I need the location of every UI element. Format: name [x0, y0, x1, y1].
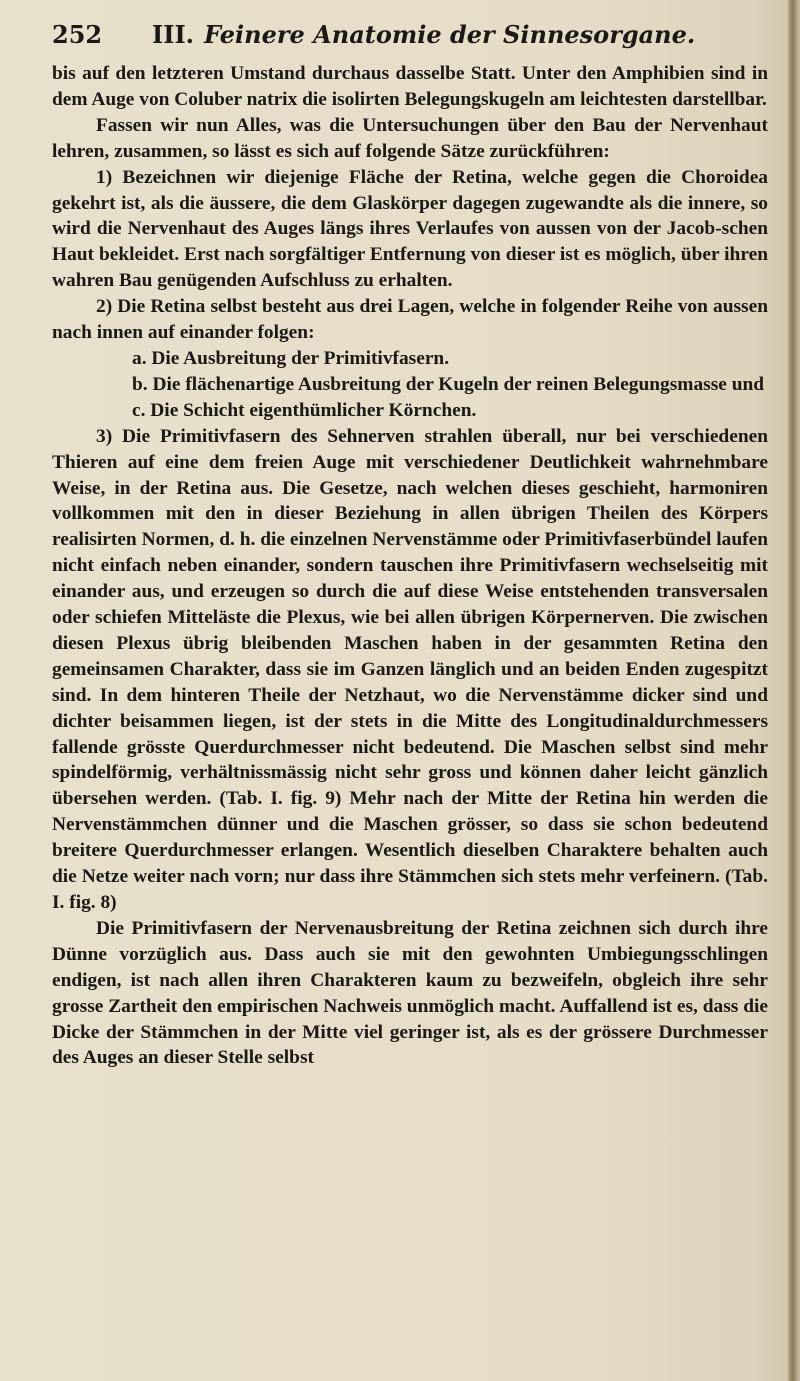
paragraph-summary-intro: Fassen wir nun Alles, was die Untersuchungen über den Bau der Nervenhaut lehren, zusammen, so lässt es sich auf folgende Sätze zurückführen: [52, 114, 768, 162]
chapter-title: Feinere Anatomie der Sinnesorgane. [204, 20, 696, 49]
list-item-b: b. Die flächenartige Ausbreitung der Kugeln der reinen Belegungsmasse und [132, 373, 765, 395]
chapter-number: III. [152, 20, 195, 49]
paragraph-primitive-fibres: Die Primitivfasern der Nervenausbreitung der Retina zeichnen sich durch ihre Dünne vorzüglich aus. Dass auch sie mit den gewohnten Umbiegungsschlingen endigen, ist nach allen ihren Charakteren kaum zu bezweifeln, obgleich ihre sehr grosse Zartheit den empirischen Nachweis unmöglich macht. Auffallend ist es, dass die Dicke der Stämmchen in der Mitte viel geringer ist, als es der grössere Durchmesser des Auges an dieser Stelle selbst [52, 917, 768, 1069]
list-item-c: c. Die Schicht eigenthümlicher Körnchen. [132, 399, 477, 421]
paragraph-point-3: 3) Die Primitivfasern des Sehnerven strahlen überall, nur bei verschiedenen Thieren auf eine dem freien Auge mit verschiedener Deutlichkeit wahrnehmbare Weise, in der Retina aus. Die Gesetze, nach welchen dieses geschieht, harmoniren vollkommen mit den in dieser Beziehung in allen übrigen Theilen des Körpers realisirten Normen, d. h. die einzelnen Nervenstämme oder Primitivfaserbündel laufen nicht einfach neben einander, sondern tauschen ihre Primitivfasern wechselseitig mit einander aus, und erzeugen so durch die auf diese Weise entstehenden transversalen oder schiefen Mitteläste die Plexus, wie bei allen übrigen Körpernerven. Die zwischen diesen Plexus übrig bleibenden Maschen haben in der gesammten Retina den gemeinsamen Charakter, dass sie im Ganzen länglich und an beiden Enden zugespitzt sind. In dem hinteren Theile der Netzhaut, wo die Nervenstämme dicker sind und dichter beisammen liegen, ist der stets in die Mitte des Longitudinaldurchmessers fallende grösste Querdurchmesser nicht bedeutend. Die Maschen selbst sind mehr spindelförmig, verhältnissmässig nicht sehr gross und können daher leicht gänzlich übersehen werden. (Tab. I. fig. 9) Mehr nach der Mitte der Retina hin werden die Nervenstämmchen dünner und die Maschen grösser, so dass sie schon bedeutend breitere Querdurchmesser erlangen. Wesentlich dieselben Charaktere behalten auch die Netze weiter nach vorn; nur dass ihre Stämmchen sich stets mehr verfeinern. (Tab. I. fig. 8) [52, 425, 768, 913]
paragraph-continuation: bis auf den letzteren Umstand durchaus dasselbe Statt. Unter den Amphibien sind in dem Auge von Coluber natrix die isolirten Belegungskugeln am leichtesten darstellbar. [52, 63, 768, 110]
page-edge-shadow [788, 0, 800, 1381]
paragraph-point-2: 2) Die Retina selbst besteht aus drei Lagen, welche in folgender Reihe von aussen nach innen auf einander folgen: [52, 296, 768, 344]
paragraph-point-1: 1) Bezeichnen wir diejenige Fläche der Retina, welche gegen die Choroidea gekehrt ist, als die äussere, die dem Glaskörper dagegen zugewandte als die innere, so wird die Nervenhaut des Auges längs ihres Verlaufes von aussen von der Jacob-schen Haut bekleidet. Erst nach sorgfältiger Entfernung von dieser ist es möglich, über ihren wahren Bau genügenden Aufschluss zu erhalten. [52, 166, 768, 292]
running-header [52, 20, 768, 49]
list-item-a: a. Die Ausbreitung der Primitivfasern. [132, 347, 450, 369]
page-number: 252 [52, 20, 103, 49]
body-text [52, 61, 768, 1071]
